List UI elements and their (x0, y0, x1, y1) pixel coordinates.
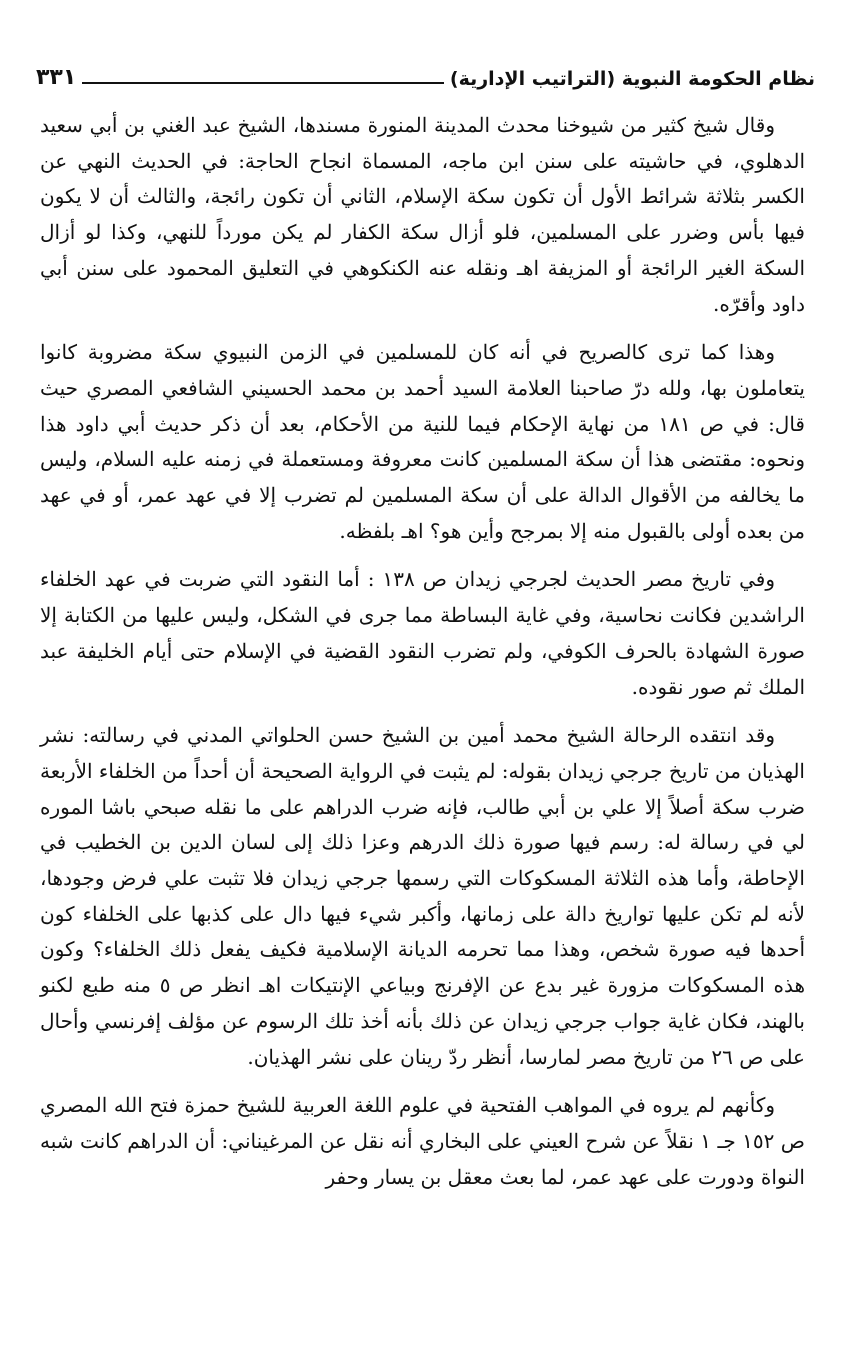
paragraph: وهذا كما ترى كالصريح في أنه كان للمسلمين في الزمن النبيوي سكة مضروبة كانوا يتعاملون بها، ولله درّ صاحبنا العلامة السيد أحمد بن محمد الحسيني الشافعي المصري حيث قال: في ص ١٨١ من نهاية الإحكام فيما للنية من الأحكام، بعد أن ذكر حديث أبي داود هذا ونحوه: مقتضى هذا أن سكة المسلمين كانت معروفة ومستعملة في زمنه عليه السلام، وليس ما يخالفه من الأقوال الدالة على أن سكة المسلمين لم تضرب إلا في عهد عمر، أو في عهد من بعده أولى بالقبول منه إلا بمرجح وأين هو؟ اهـ بلفظه. (40, 340, 805, 543)
header-rule (82, 82, 444, 84)
header-title: نظام الحكومة النبوية (التراتيب الإدارية) (449, 68, 815, 90)
page-number: ٣٣١ (36, 65, 77, 90)
paragraph: وقال شيخ كثير من شيوخنا محدث المدينة المنورة مسندها، الشيخ عبد الغني بن أبي سعيد الدهلوي، في حاشيته على سنن ابن ماجه، المسماة انجاح الحاجة: في الحديث النهي عن الكسر بثلاثة شرائط الأول أن تكون سكة الإسلام، الثاني أن تكون رائجة، والثالث أن لا يكون فيها بأس وضرر على المسلمين، فلو أزال سكة الكفار لم يكن مورداً للنهي، وكذا لو أزال السكة الغير الرائجة أو المزيفة اهـ ونقله عنه الكنكوهي في التعليق المحمود على سنن أبي داود وأقرّه. (40, 113, 805, 316)
paragraph: وكأنهم لم يروه في المواهب الفتحية في علوم اللغة العربية للشيخ حمزة فتح الله المصري ص ١٥٢ جـ ١ نقلاً عن شرح العيني على البخاري أنه نقل عن المرغيناني: أن الدراهم كانت شبه النواة ودورت على عهد عمر، لما بعث معقل بن يسار وحفر (40, 1093, 805, 1189)
paragraph: وفي تاريخ مصر الحديث لجرجي زيدان ص ١٣٨ : أما النقود التي ضربت في عهد الخلفاء الراشدين فكانت نحاسية، وفي غاية البساطة مما جرى في الشكل، وليس عليها من الكتابة إلا صورة الشهادة بالحرف الكوفي، ولم تضرب النقود القضية في الإسلام حتى أيام الخليفة عبد الملك ثم صور نقوده. (40, 567, 805, 699)
running-header (36, 52, 815, 90)
paragraph: وقد انتقده الرحالة الشيخ محمد أمين بن الشيخ حسن الحلواتي المدني في رسالته: نشر الهذيان من تاريخ جرجي زيدان بقوله: لم يثبت في الرواية الصحيحة أن أحداً من الخلفاء الأربعة ضرب سكة أصلاً إلا علي بن أبي طالب، فإنه ضرب الدراهم على ما نقله صبحي باشا الموره لي في رسالة له: رسم فيها صورة ذلك الدرهم وعزا ذلك إلى لسان الدين بن الخطيب في الإحاطة، وأما هذه الثلاثة المسكوكات التي رسمها جرجي زيدان فلا تثبت علي فرض وجودها، لأنه لم تكن عليها تواريخ دالة على زمانها، وأكبر شيء فيها دال على كذبها على الخلفاء كون أحدها فيه صورة شخص، وهذا مما تحرمه الديانة الإسلامية فكيف يفعل ذلك الخلفاء؟ وكون هذه المسكوكات مزورة غير بدع عن الإفرنج وبياعي الإنتيكات اهـ انظر ص ٥ منه طبع لكنو بالهند، فكان غاية جواب جرجي زيدان عن ذلك بأنه أخذ تلك الرسوم عن مؤلف إفرنسي وأحال على ص ٢٦ من تاريخ مصر لمارسا، أنظر ردّ رينان على نشر الهذيان. (40, 723, 806, 1069)
body-text (40, 108, 805, 1195)
